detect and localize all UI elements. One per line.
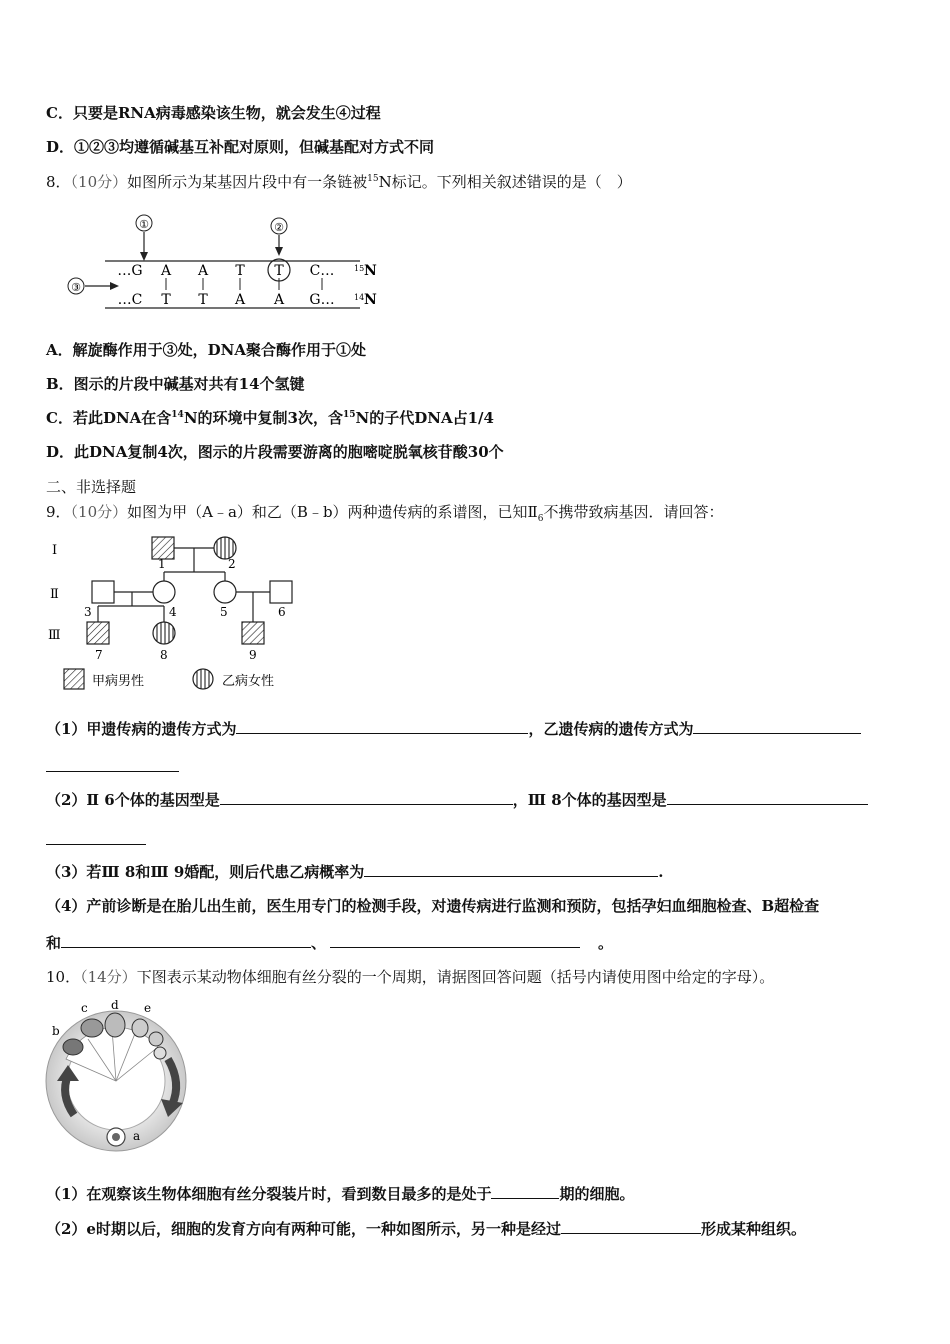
answer-blank[interactable] xyxy=(561,1219,701,1234)
arrow-right-icon xyxy=(110,282,119,290)
q9-part-1-text-2: ，乙遗传病的遗传方式为 xyxy=(528,720,694,738)
q8-option-c-text: C．若此DNA在含 xyxy=(46,409,172,427)
bottom-base: A xyxy=(234,292,246,308)
bottom-label-sup: 14 xyxy=(354,293,365,302)
cell-c xyxy=(81,1019,103,1037)
bottom-base: …C xyxy=(117,292,143,308)
individual-7 xyxy=(87,622,109,644)
section-title: 二、非选择题 xyxy=(46,478,137,496)
q9-stem-sub: 6 xyxy=(537,514,544,524)
answer-blank[interactable] xyxy=(667,790,868,805)
top-base: T xyxy=(235,263,245,279)
q9-part-2-text-2: ，Ⅲ 8个体的基因型是 xyxy=(512,791,667,809)
q7-option-d: D．①②③均遵循碱基互补配对原则，但碱基配对方式不同 xyxy=(46,138,435,156)
legend-female-icon xyxy=(193,669,213,689)
q10-part-1-text: （1）在观察该生物体细胞有丝分裂装片时，看到数目最多的是处于 xyxy=(46,1185,492,1203)
q9-part-3-text: （3）若Ⅲ 8和Ⅲ 9婚配，则后代患乙病概率为 xyxy=(46,863,365,881)
q8-stem-text-2: N标记。下列相关叙述错误的是（ ） xyxy=(378,173,632,191)
phase-label: d xyxy=(111,998,119,1012)
individual-id: 6 xyxy=(278,605,286,619)
bottom-base: G… xyxy=(309,292,335,308)
q8-option-c xyxy=(46,407,494,428)
q8-option-c-sup: 14 xyxy=(171,410,184,420)
dna-diagram xyxy=(60,208,390,316)
top-base: C… xyxy=(309,263,335,279)
q8-option-a: A．解旋酶作用于③处，DNA聚合酶作用于①处 xyxy=(46,341,366,359)
top-base: A xyxy=(197,263,209,279)
answer-blank[interactable] xyxy=(491,1184,559,1199)
individual-6 xyxy=(270,581,292,603)
q10-part-2-text-2: 形成某种组织。 xyxy=(700,1220,806,1238)
q9-part-1 xyxy=(46,718,861,739)
q9-stem xyxy=(46,501,724,524)
q8-option-b: B．图示的片段中碱基对共有14个氢键 xyxy=(46,375,305,393)
individual-4 xyxy=(153,581,175,603)
answer-blank[interactable] xyxy=(46,757,179,772)
phase-label: e xyxy=(144,1001,152,1015)
q9-part-4-continued xyxy=(46,932,613,953)
individual-id: 7 xyxy=(95,648,103,662)
cell-e3 xyxy=(154,1047,166,1059)
answer-blank[interactable] xyxy=(61,933,311,948)
individual-id: 8 xyxy=(160,648,168,662)
individual-id: 5 xyxy=(220,605,228,619)
marker-1: ① xyxy=(139,218,149,231)
answer-blank[interactable] xyxy=(220,790,513,805)
q8-option-d: D．此DNA复制4次，图示的片段需要游离的胞嘧啶脱氧核苷酸30个 xyxy=(46,443,504,461)
q9-part-4-text: 和 xyxy=(46,934,62,952)
bottom-label: N xyxy=(364,292,377,308)
q9-part-4-text-3: 。 xyxy=(598,934,614,952)
top-base: T xyxy=(274,263,284,279)
top-label: N xyxy=(364,263,377,279)
bottom-base: T xyxy=(198,292,208,308)
q10-part-2-text: （2）e时期以后，细胞的发育方向有两种可能，一种如图所示，另一种是经过 xyxy=(46,1220,561,1238)
pedigree-chart xyxy=(40,528,320,698)
q8-option-c-sup-2: 15 xyxy=(342,410,356,420)
q9-part-3 xyxy=(46,861,664,882)
q9-part-4-text-2: 、 xyxy=(311,934,327,952)
answer-blank[interactable] xyxy=(330,933,580,948)
answer-blank[interactable] xyxy=(364,862,658,877)
legend-male-icon xyxy=(64,669,84,689)
q9-part-2 xyxy=(46,789,868,810)
q10-part-2 xyxy=(46,1218,806,1239)
q10-part-1 xyxy=(46,1183,634,1204)
answer-blank[interactable] xyxy=(46,830,146,845)
individual-id: 3 xyxy=(84,605,92,619)
q10-stem-text: 下图表示某动物体细胞有丝分裂的一个周期，请据图回答问题（括号内请使用图中给定的字母）。 xyxy=(136,968,775,986)
q10-number: 10． xyxy=(46,968,81,986)
individual-5 xyxy=(214,581,236,603)
phase-label: c xyxy=(81,1001,88,1015)
q8-stem xyxy=(46,171,632,192)
q9-part-1-continued xyxy=(46,757,179,776)
cell-a-nucleus xyxy=(112,1133,120,1141)
generation-label: Ⅱ xyxy=(50,587,59,602)
answer-blank[interactable] xyxy=(693,719,861,734)
q9-stem-text: 如图为甲（A﹣a）和乙（B﹣b）两种遗传病的系谱图，已知Ⅱ xyxy=(127,503,538,521)
individual-2 xyxy=(214,537,236,559)
marker-3: ③ xyxy=(71,281,81,294)
cell-cycle-diagram xyxy=(40,995,200,1155)
q10-part-1-text-2: 期的细胞。 xyxy=(559,1185,635,1203)
q8-stem-sup: 15 xyxy=(367,174,379,184)
arrow-down-icon xyxy=(275,247,283,256)
q9-part-2-continued xyxy=(46,830,146,849)
top-label-sup: 15 xyxy=(354,264,365,273)
q8-stem-text: 如图所示为某基因片段中有一条链被 xyxy=(127,173,368,191)
cell-e1 xyxy=(132,1019,148,1037)
individual-3 xyxy=(92,581,114,603)
cell-d xyxy=(105,1013,125,1037)
q9-score: （10分） xyxy=(70,503,128,521)
individual-id: 9 xyxy=(249,648,257,662)
top-base: A xyxy=(160,263,172,279)
q9-part-2-text: （2）Ⅱ 6个体的基因型是 xyxy=(46,791,220,809)
q7-option-c: C．只要是RNA病毒感染该生物，就会发生④过程 xyxy=(46,104,381,122)
individual-8 xyxy=(153,622,175,644)
q9-stem-text-2: 不携带致病基因．请回答： xyxy=(543,503,724,521)
q9-number: 9． xyxy=(46,503,71,521)
q10-score: （14分） xyxy=(80,968,137,986)
generation-label: Ⅰ xyxy=(52,543,58,558)
arrow-down-icon xyxy=(140,252,148,261)
individual-id: 2 xyxy=(228,557,236,571)
q8-option-c-text-3: N的子代DNA占1/4 xyxy=(355,409,494,427)
bottom-base: A xyxy=(273,292,285,308)
q9-part-3-text-2: . xyxy=(658,863,664,881)
phase-label: a xyxy=(133,1129,141,1143)
individual-id: 1 xyxy=(158,557,166,571)
marker-2: ② xyxy=(274,221,284,234)
q10-stem xyxy=(46,966,774,987)
answer-blank[interactable] xyxy=(236,719,528,734)
q8-option-c-text-2: N的环境中复制3次，含 xyxy=(183,409,343,427)
top-base: …G xyxy=(117,263,143,279)
legend-label: 乙病女性 xyxy=(222,674,275,689)
q9-part-4: （4）产前诊断是在胎儿出生前，医生用专门的检测手段，对遗传病进行监测和预防，包括孕妇血细胞检查、B超检查 xyxy=(46,897,820,915)
q8-score: （10分） xyxy=(70,173,128,191)
generation-label: Ⅲ xyxy=(48,628,61,643)
q9-part-1-text: （1）甲遗传病的遗传方式为 xyxy=(46,720,237,738)
q8-number: 8． xyxy=(46,173,71,191)
individual-9 xyxy=(242,622,264,644)
individual-1 xyxy=(152,537,174,559)
legend-label: 甲病男性 xyxy=(92,674,145,689)
individual-id: 4 xyxy=(169,605,177,619)
bottom-base: T xyxy=(161,292,171,308)
phase-label: b xyxy=(52,1024,60,1038)
cell-e2 xyxy=(149,1032,163,1046)
cell-b xyxy=(63,1039,83,1055)
